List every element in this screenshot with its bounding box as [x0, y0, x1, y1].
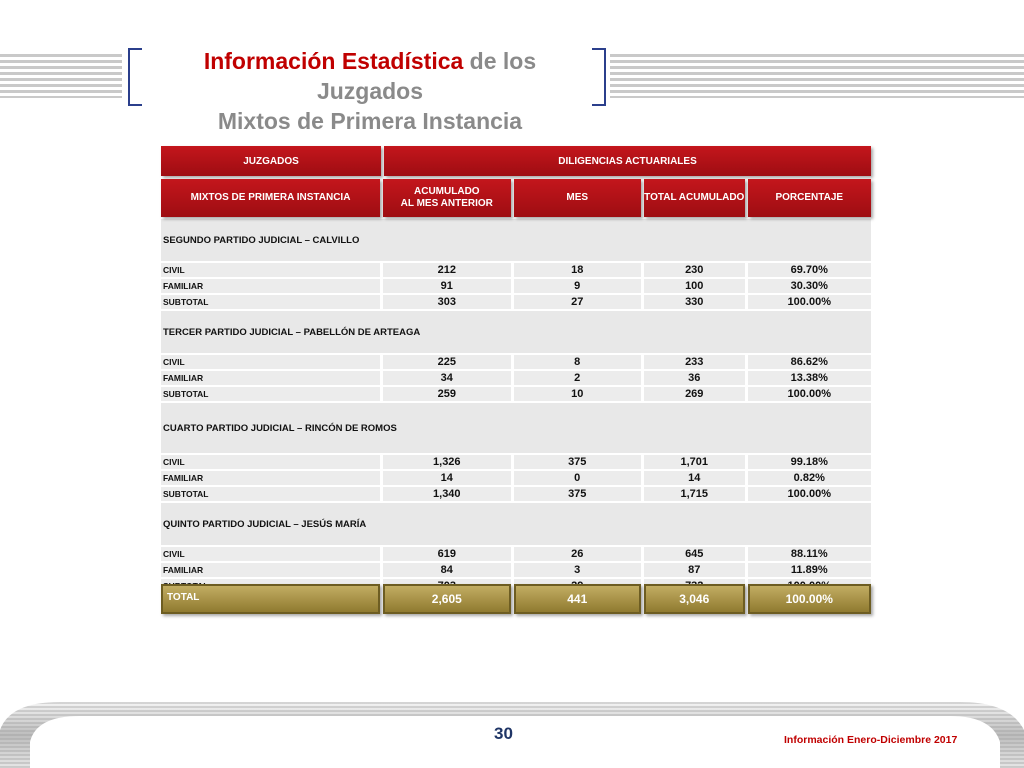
title-highlight: Información Estadística [203, 48, 464, 74]
title-line2: Mixtos de Primera Instancia [217, 108, 523, 134]
table-row [161, 371, 871, 385]
total-acumulado: 2,605 [383, 584, 510, 614]
footer-caption: Información Enero-Diciembre 2017 [784, 734, 958, 746]
cell-mes: 9 [514, 279, 641, 293]
header-stripes-left [0, 54, 122, 98]
total-row [161, 584, 871, 614]
header-juzgados: JUZGADOS [161, 146, 381, 176]
table-row [161, 279, 871, 293]
cell-total-acumulado: 1,715 [644, 487, 745, 501]
cell-total-acumulado: 230 [644, 263, 745, 277]
cell-total-acumulado: 233 [644, 355, 745, 369]
cell-label: FAMILIAR [161, 279, 380, 293]
cell-mes: 375 [514, 455, 641, 469]
cell-porcentaje: 100.00% [748, 487, 871, 501]
cell-acumulado: 91 [383, 279, 510, 293]
cell-acumulado: 14 [383, 471, 510, 485]
cell-porcentaje: 99.18% [748, 455, 871, 469]
cell-mes: 0 [514, 471, 641, 485]
header-stripes-right [610, 54, 1024, 98]
cell-mes: 26 [514, 547, 641, 561]
cell-acumulado: 34 [383, 371, 510, 385]
cell-label: CIVIL [161, 547, 380, 561]
cell-porcentaje: 100.00% [748, 295, 871, 309]
cell-mes: 8 [514, 355, 641, 369]
cell-acumulado: 212 [383, 263, 510, 277]
title-rest: de los Juzgados [316, 48, 537, 104]
title-bracket-right [592, 48, 606, 106]
cell-mes: 3 [514, 563, 641, 577]
cell-porcentaje: 30.30% [748, 279, 871, 293]
cell-label: FAMILIAR [161, 471, 380, 485]
header-acumulado-line2: AL MES ANTERIOR [400, 198, 493, 209]
section-title: SEGUNDO PARTIDO JUDICIAL – CALVILLO [161, 219, 871, 261]
cell-mes: 375 [514, 487, 641, 501]
cell-total-acumulado: 36 [644, 371, 745, 385]
cell-porcentaje: 0.82% [748, 471, 871, 485]
cell-total-acumulado: 87 [644, 563, 745, 577]
cell-label: CIVIL [161, 455, 380, 469]
total-total-acumulado: 3,046 [644, 584, 745, 614]
header-diligencias: DILIGENCIAS ACTUARIALES [384, 146, 871, 176]
page-title [150, 46, 590, 136]
header-mes: MES [514, 179, 641, 217]
cell-acumulado: 303 [383, 295, 510, 309]
cell-label: FAMILIAR [161, 563, 380, 577]
table-row [161, 387, 871, 401]
total-mes: 441 [514, 584, 641, 614]
table-row [161, 487, 871, 501]
cell-porcentaje: 13.38% [748, 371, 871, 385]
table-row [161, 471, 871, 485]
cell-total-acumulado: 100 [644, 279, 745, 293]
statistics-table [161, 146, 871, 593]
cell-total-acumulado: 269 [644, 387, 745, 401]
cell-mes: 27 [514, 295, 641, 309]
header-total-acumulado: TOTAL ACUMULADO [644, 179, 745, 217]
cell-acumulado: 84 [383, 563, 510, 577]
section-title: TERCER PARTIDO JUDICIAL – PABELLÓN DE ARTEAGA [161, 311, 871, 353]
cell-mes: 10 [514, 387, 641, 401]
header-acumulado-line1: ACUMULADO [414, 186, 480, 197]
cell-acumulado: 225 [383, 355, 510, 369]
cell-porcentaje: 86.62% [748, 355, 871, 369]
cell-total-acumulado: 645 [644, 547, 745, 561]
cell-acumulado: 1,340 [383, 487, 510, 501]
cell-acumulado: 259 [383, 387, 510, 401]
cell-porcentaje: 11.89% [748, 563, 871, 577]
cell-label: SUBTOTAL [161, 387, 380, 401]
cell-total-acumulado: 330 [644, 295, 745, 309]
cell-porcentaje: 100.00% [748, 387, 871, 401]
cell-acumulado: 619 [383, 547, 510, 561]
cell-label: SUBTOTAL [161, 295, 380, 309]
section-title: QUINTO PARTIDO JUDICIAL – JESÚS MARÍA [161, 503, 871, 545]
cell-total-acumulado: 1,701 [644, 455, 745, 469]
cell-total-acumulado: 14 [644, 471, 745, 485]
cell-porcentaje: 69.70% [748, 263, 871, 277]
cell-mes: 18 [514, 263, 641, 277]
table-row [161, 263, 871, 277]
total-porcentaje: 100.00% [748, 584, 871, 614]
cell-acumulado: 1,326 [383, 455, 510, 469]
table-row [161, 355, 871, 369]
cell-porcentaje: 88.11% [748, 547, 871, 561]
table-row [161, 563, 871, 577]
cell-label: FAMILIAR [161, 371, 380, 385]
table-body [161, 219, 871, 593]
cell-label: CIVIL [161, 263, 380, 277]
header-porcentaje: PORCENTAJE [748, 179, 871, 217]
section-title: CUARTO PARTIDO JUDICIAL – RINCÓN DE ROMOS [161, 403, 871, 453]
total-label: TOTAL [161, 584, 380, 614]
page-number: 30 [494, 724, 513, 743]
header-row-2 [161, 179, 871, 217]
table-row [161, 547, 871, 561]
table-row [161, 295, 871, 309]
table-row [161, 455, 871, 469]
header-mixtos: MIXTOS DE PRIMERA INSTANCIA [161, 179, 380, 217]
cell-mes: 2 [514, 371, 641, 385]
header-acumulado [383, 179, 510, 217]
title-bracket-left [128, 48, 142, 106]
header-row-1 [161, 146, 871, 176]
cell-label: SUBTOTAL [161, 487, 380, 501]
cell-label: CIVIL [161, 355, 380, 369]
